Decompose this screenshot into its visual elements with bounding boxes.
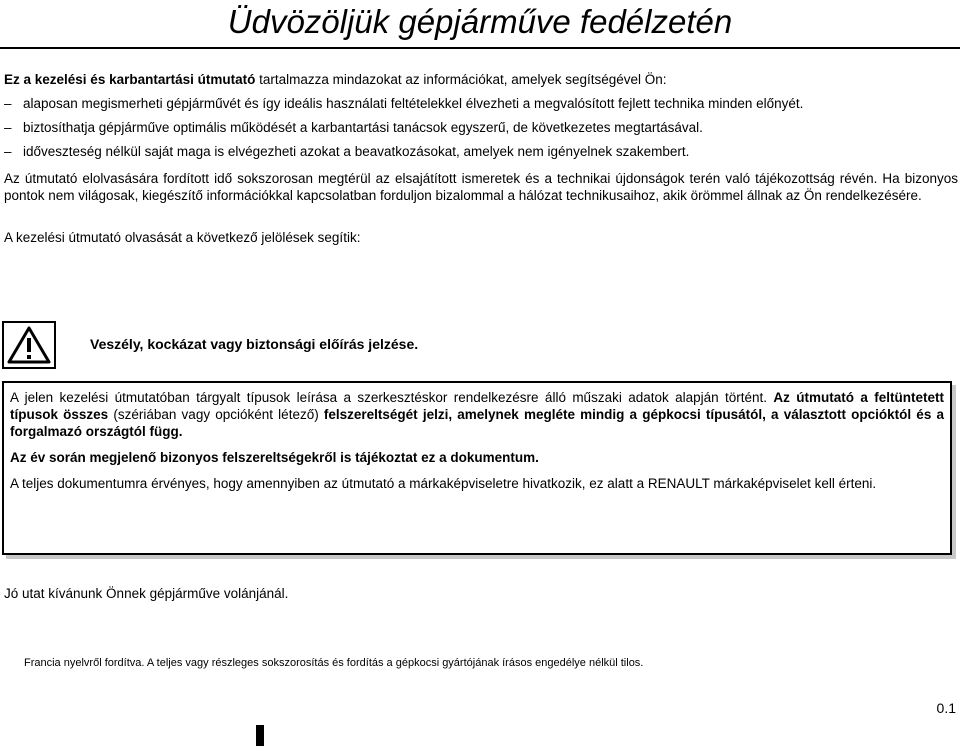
box-paragraph [10, 389, 944, 440]
legend-intro-paragraph [4, 229, 958, 246]
translation-footnote: Francia nyelvről fordítva. A teljes vagy részleges sokszorosítás és fordítás a gépkocsi gyártójának írásos engedélye nélkül tilos. [24, 657, 644, 669]
intro-lead-rest: tartalmazza mindazokat az információkat, amelyek segítségével Ön: [255, 72, 667, 87]
closing-greeting: Jó utat kívánunk Önnek gépjárműve volánjánál. [4, 586, 289, 601]
intro-lead [4, 68, 954, 92]
scope-notice-box [2, 381, 952, 555]
warning-triangle-icon [2, 321, 56, 369]
intro-section [4, 68, 954, 164]
page-title: Üdvözöljük gépjárműve fedélzetén [227, 3, 733, 40]
title-divider [0, 47, 960, 49]
paragraph-text: Az útmutató elolvasására fordított idő sokszorosan megtérül az elsajátított ismeretek és a technikai újdonságok terén való tájékozottság révén. Ha bizonyos pontok nem világosak, kiegészítő információkkal kapcsolatban forduljon bizalommal a hálózat technikusaihoz, akik örömmel állnak az Ön rendelkezésére. [4, 171, 958, 203]
intro-lead-bold: Ez a kezelési és karbantartási útmutató [4, 72, 256, 87]
box-paragraph [10, 449, 944, 466]
list-item-text: időveszteség nélkül saját maga is elvégezheti azokat a beavatkozásokat, amelyek nem igényelnek szakembert. [23, 144, 690, 159]
dash-bullet: – [4, 96, 12, 111]
list-item-text: biztosíthatja gépjárműve optimális működését a karbantartási tanácsok egyszerű, de következetes megtartásával. [23, 120, 703, 135]
paragraph-text: A kezelési útmutató olvasását a következő jelölések segítik: [4, 230, 361, 245]
box-paragraph [10, 475, 944, 492]
page-edge-marker [256, 725, 264, 746]
reading-benefit-paragraph [4, 170, 958, 204]
box-text-bold: felszereltségét jelzi, amelynek megléte mindig a gépkocsi típusától, a választott opcióktól és a forgalmazó országtól függ. [10, 407, 944, 439]
dash-bullet: – [4, 120, 12, 135]
box-text: A jelen kezelési útmutatóban tárgyalt típusok leírása a szerkesztéskor rendelkezésre álló műszaki adatok alapján történt. [10, 390, 774, 405]
list-item-text: alaposan megismerheti gépjárművét és így ideális használati feltételekkel élvezheti a megvalósított fejlett technika minden előnyét. [23, 96, 804, 111]
list-item [4, 140, 954, 164]
dash-bullet: – [4, 144, 12, 159]
box-text-bold: Az év során megjelenő bizonyos felszereltségekről is tájékoztat ez a dokumentum. [10, 450, 539, 465]
warning-legend-text: Veszély, kockázat vagy biztonsági előírás jelzése. [90, 336, 419, 352]
box-text: (szériában vagy opcióként létező) [108, 407, 324, 422]
list-item [4, 92, 954, 116]
box-text: A teljes dokumentumra érvényes, hogy amennyiben az útmutató a márkaképviseletre hivatkozik, ez alatt a RENAULT márkaképviselet kell érteni. [10, 476, 877, 491]
page-number: 0.1 [936, 700, 956, 716]
box-text-bold: Az útmutató a feltüntetett típusok összes [10, 390, 944, 422]
list-item [4, 116, 954, 140]
warning-legend [0, 321, 960, 371]
